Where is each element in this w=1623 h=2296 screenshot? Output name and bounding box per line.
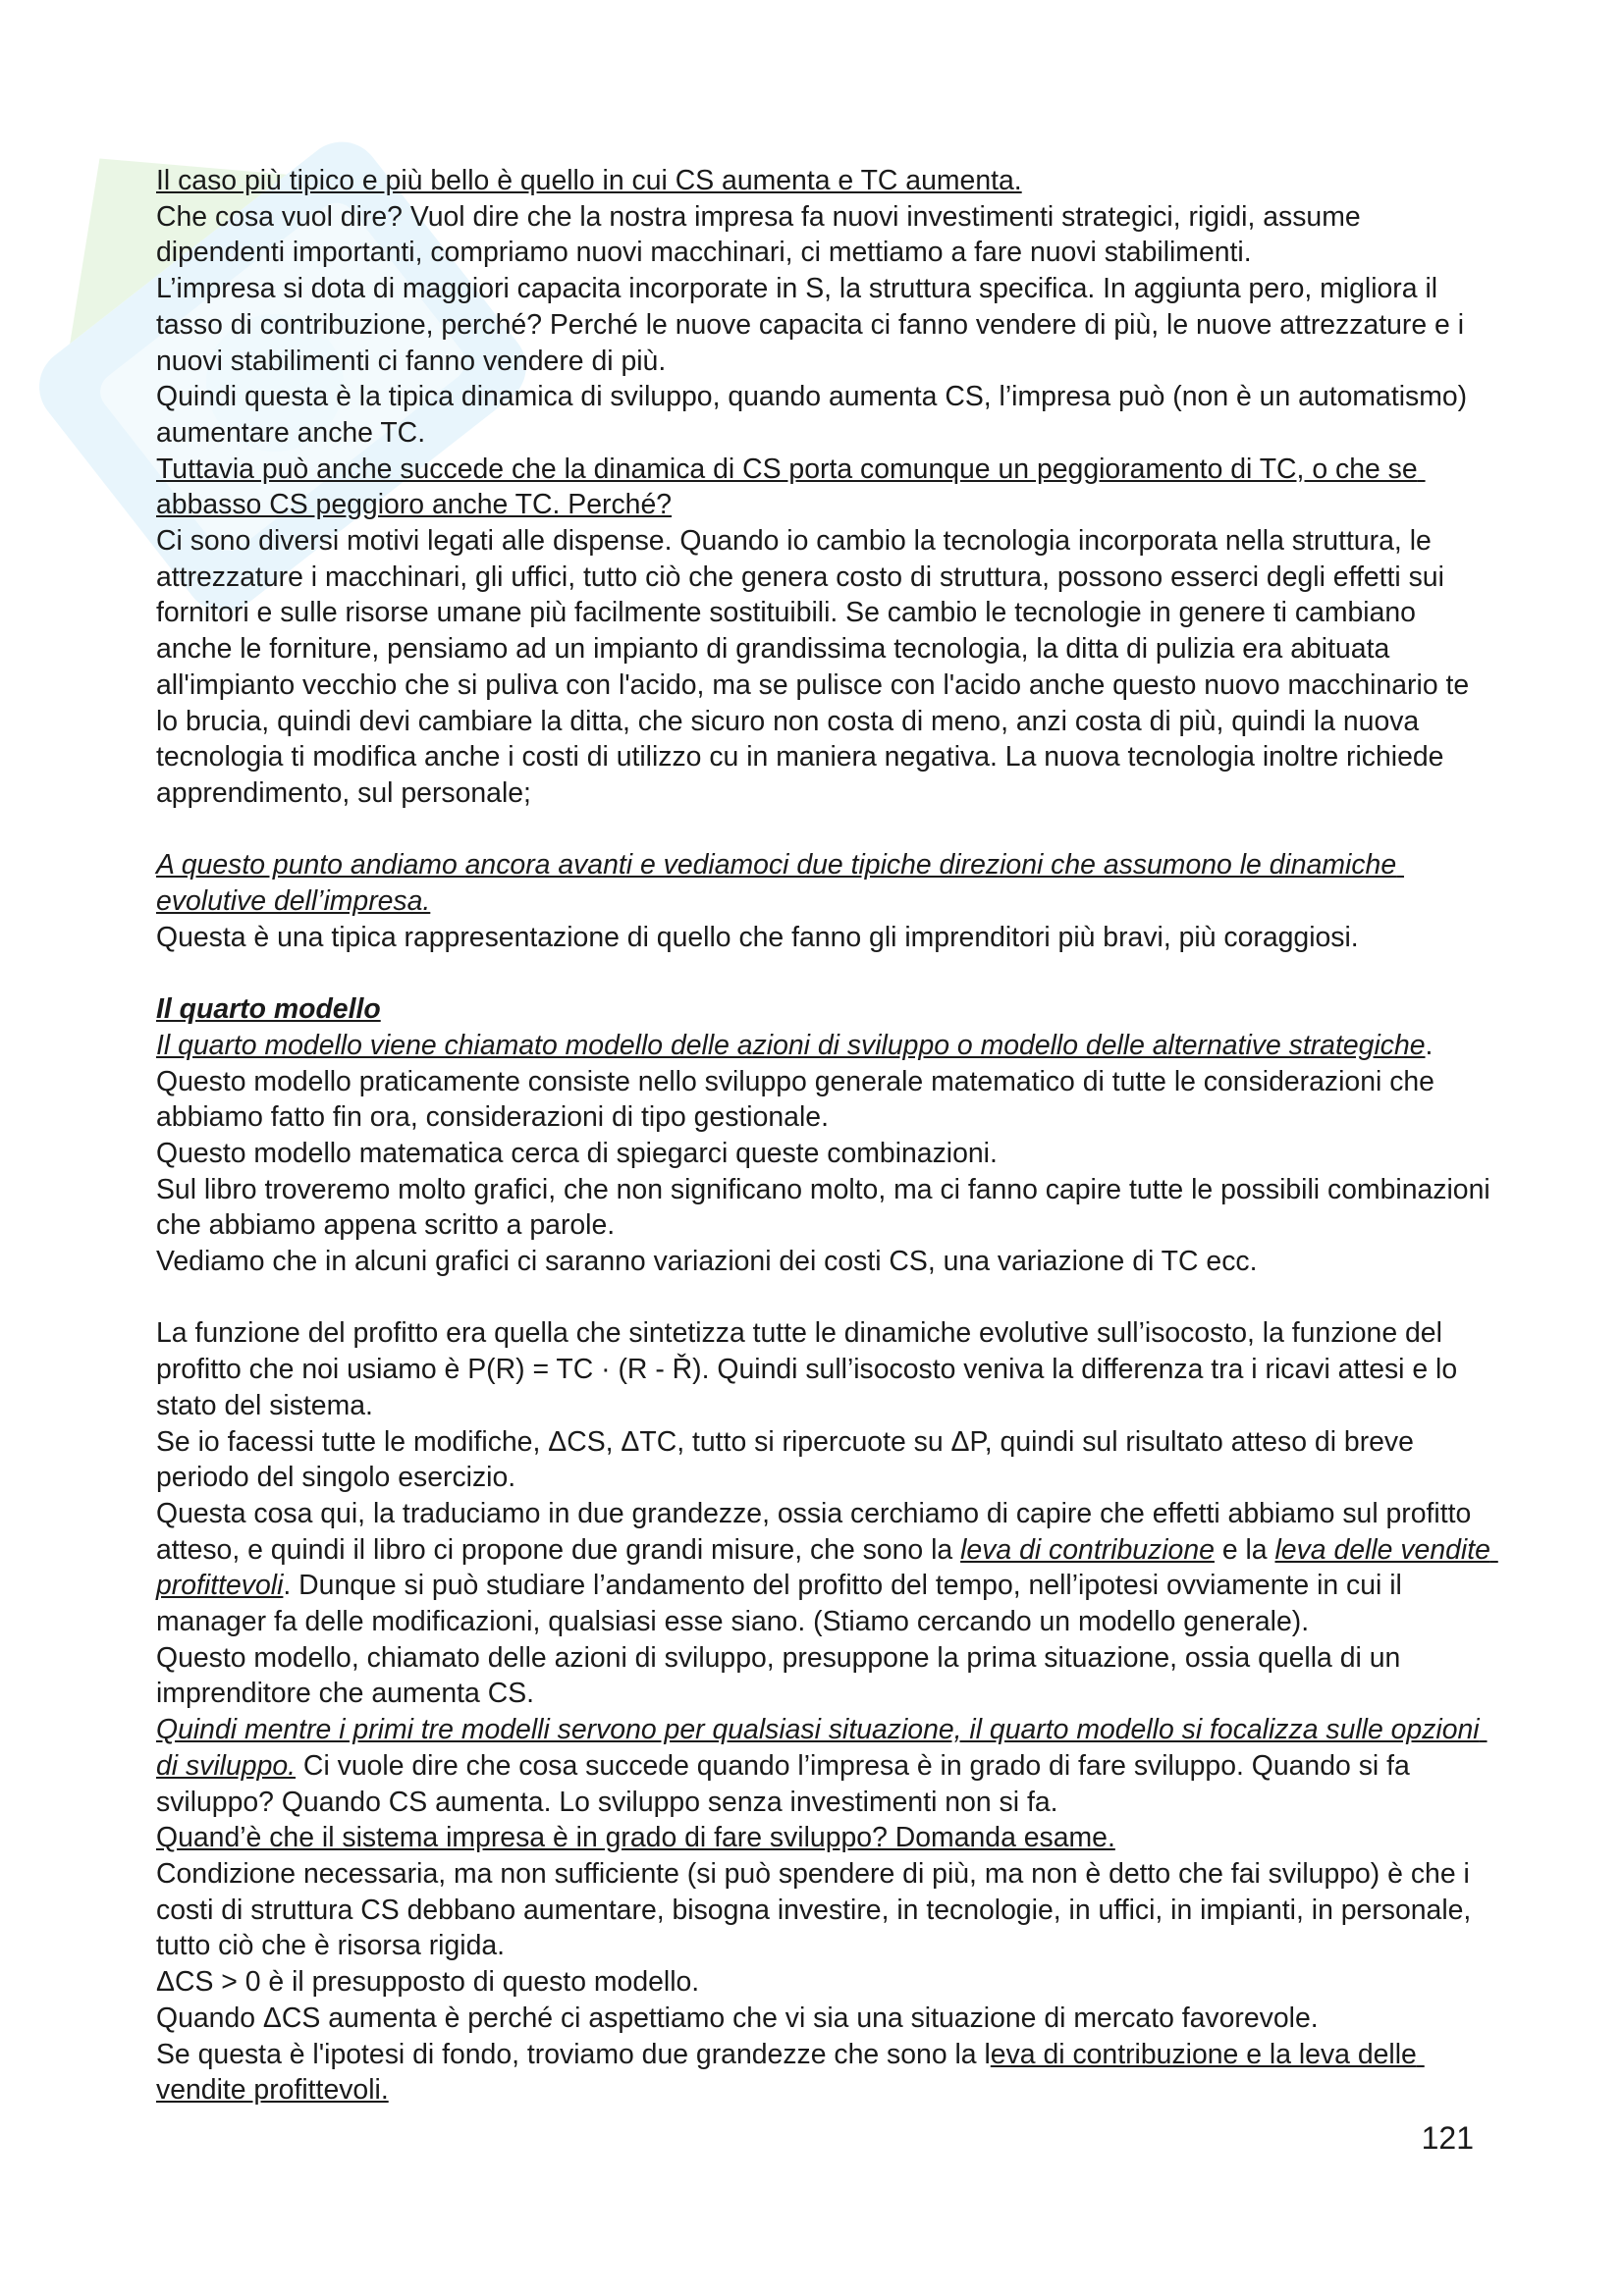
text: Quindi questa è la tipica dinamica di sviluppo, quando aumenta CS, l’impresa può (non è un automatismo) aumentare anche TC. — [156, 381, 1476, 449]
page-number: 121 — [1421, 2120, 1474, 2156]
text: e la — [1214, 1533, 1275, 1566]
term-leva-vendite: leva delle vendite profittevoli — [156, 1533, 1498, 1602]
paragraph — [156, 1496, 1498, 1640]
text-underlined: Tuttavia può anche succede che la dinamica di CS porta comunque un peggioramento di TC, o che se abbasso CS peggioro anche TC. Perché? — [156, 453, 1426, 521]
term-leva-contribuzione: leva di contribuzione — [960, 1533, 1215, 1566]
text-italic-underlined: A questo punto andiamo ancora avanti e vediamoci due tipiche direzioni che assumono le dinamiche evolutive dell’impresa. — [156, 849, 1404, 918]
paragraph — [156, 1964, 1491, 2001]
section-heading — [156, 991, 1491, 1028]
text: Condizione necessaria, ma non sufficiente (si può spendere di più, ma non è detto che fai sviluppo) è che i costi di struttura CS debbano aumentare, bisogna investire, in tecnologie, in uffici, in impianti, in personale, tutto ciò che è risorsa rigida. — [156, 1858, 1480, 1962]
text-underlined: Il caso più tipico e più bello è quello in cui CS aumenta e TC aumenta. — [156, 165, 1022, 196]
text: . Dunque si può studiare l’andamento del profitto del tempo, nell’ipotesi ovviamente in cui il manager fa delle modificazioni, qualsiasi esse siano. (Stiamo cercando un modello generale). — [156, 1570, 1410, 1638]
paragraph — [156, 1244, 1491, 1280]
text: Ci sono diversi motivi legati alle dispense. Quando io cambio la tecnologia incorporata nella struttura, le attrezzature i macchinari, gli uffici, tutto ciò che genera costo di struttura, possono esserci degli effetti sui fornitori e sulle risorse umane più facilmente sostituibili. Se cambio le tecnologie in genere ti cambiano anche le forniture, pensiamo ad un impianto di grandissima tecnologia, la ditta di pulizia era abituata all'impianto vecchio che si puliva con l'acido, ma se pulisce con l'acido anche questo nuovo macchinario te lo brucia, quindi devi cambiare la ditta, che sicuro non costa di meno, anzi costa di più, quindi la nuova tecnologia ti modifica anche i costi di utilizzo cu in maniera negativa. La nuova tecnologia inoltre richiede apprendimento, sul personale; — [156, 525, 1478, 809]
paragraph — [156, 1640, 1491, 1712]
paragraph — [156, 1315, 1491, 1423]
text: Se io facessi tutte le modifiche, ΔCS, ΔTC, tutto si ripercuote su ΔP, quindi sul risultato atteso di breve periodo del singolo esercizio. — [156, 1425, 1422, 1494]
paragraph — [156, 1712, 1491, 1820]
text: Che cosa vuol dire? — [156, 200, 410, 233]
paragraph — [156, 271, 1491, 379]
paragraph — [156, 920, 1491, 956]
text: La funzione del profitto era quella che sintetizza tutte le dinamiche evolutive sull’isocosto, la funzione del profitto che noi usiamo è P(R) = TC · (R - Ř). Quindi sull’isocosto veniva la differenza tra i ricavi attesi e lo stato del sistema. — [156, 1317, 1466, 1421]
text: Questa cosa qui, la traduciamo in due grandezze, ossia cerchiamo di capire che effetti abbiamo sul profitto atteso, e quindi il libro ci propone due grandi misure, che sono la — [156, 1497, 1480, 1566]
text: Se questa è l'ipotesi di fondo, troviamo due grandezze che sono la l — [156, 2038, 991, 2070]
text: . Questo modello praticamente consiste nello sviluppo generale matematico di tutte le considerazioni che abbiamo fatto fin ora, considerazioni di tipo gestionale. — [156, 1029, 1442, 1134]
spacer — [156, 1280, 1491, 1316]
text: Sul libro troveremo molto grafici, che non significano molto, ma ci fanno capire tutte le possibili combinazioni che abbiamo appena scritto a parole. — [156, 1173, 1498, 1242]
paragraph — [156, 379, 1491, 451]
paragraph — [156, 1172, 1498, 1244]
document-body — [156, 163, 1498, 2109]
text: Questo modello, chiamato delle azioni di sviluppo, presuppone la prima situazione, ossia quella di un imprenditore che aumenta CS. — [156, 1641, 1409, 1710]
text: Questa è una tipica rappresentazione di quello che fanno gli imprenditori più bravi, più coraggiosi. — [156, 921, 1359, 953]
paragraph — [156, 523, 1491, 812]
paragraph — [156, 163, 1491, 199]
text-italic-underlined: Quindi mentre i primi tre modelli servono per qualsiasi situazione, il quarto modello si focalizza sulle opzioni di sviluppo. — [156, 1714, 1488, 1782]
text: Quando ΔCS aumenta è perché ci aspettiamo che vi sia una situazione di mercato favorevole. — [156, 2002, 1319, 2034]
heading-text: Il quarto modello — [156, 993, 381, 1026]
paragraph — [156, 1424, 1491, 1496]
paragraph — [156, 847, 1491, 919]
paragraph — [156, 1028, 1491, 1136]
text: L’impresa si dota di maggiori capacita incorporate in S, la struttura specifica. In aggiunta pero, migliora il tasso di contribuzione, perché? Perché le nuove capacita ci fanno vendere di più, le nuove attrezzature e i nuovi stabilimenti ci fanno vendere di più. — [156, 273, 1472, 377]
paragraph — [156, 452, 1491, 523]
paragraph — [156, 2001, 1491, 2037]
text: ΔCS > 0 è il presupposto di questo modello. — [156, 1966, 700, 1999]
text-italic-underlined: Il quarto modello viene chiamato modello delle azioni di sviluppo o modello delle alternative strategiche — [156, 1029, 1426, 1061]
paragraph — [156, 199, 1491, 271]
spacer — [156, 812, 1491, 848]
spacer — [156, 955, 1491, 991]
paragraph — [156, 1136, 1491, 1172]
text: Vuol dire che la nostra impresa fa nuovi investimenti strategici, rigidi, assume dipendenti importanti, compriamo nuovi macchinari, ci mettiamo a fare nuovi stabilimenti. — [156, 200, 1369, 269]
text: Vediamo che in alcuni grafici ci saranno variazioni dei costi CS, una variazione di TC ecc. — [156, 1246, 1258, 1278]
paragraph — [156, 1820, 1491, 1856]
paragraph — [156, 2037, 1491, 2109]
paragraph — [156, 1856, 1491, 1964]
text: Questo modello matematica cerca di spiegarci queste combinazioni. — [156, 1137, 998, 1169]
text: Ci vuole dire che cosa succede quando l’impresa è in grado di fare sviluppo. Quando si fa sviluppo? Quando CS aumenta. Lo sviluppo senza investimenti non si fa. — [156, 1749, 1418, 1818]
text-underlined: eva di contribuzione e la leva delle vendite profittevoli. — [156, 2038, 1425, 2107]
text-underlined: Quand’è che il sistema impresa è in grado di fare sviluppo? Domanda esame. — [156, 1822, 1115, 1854]
